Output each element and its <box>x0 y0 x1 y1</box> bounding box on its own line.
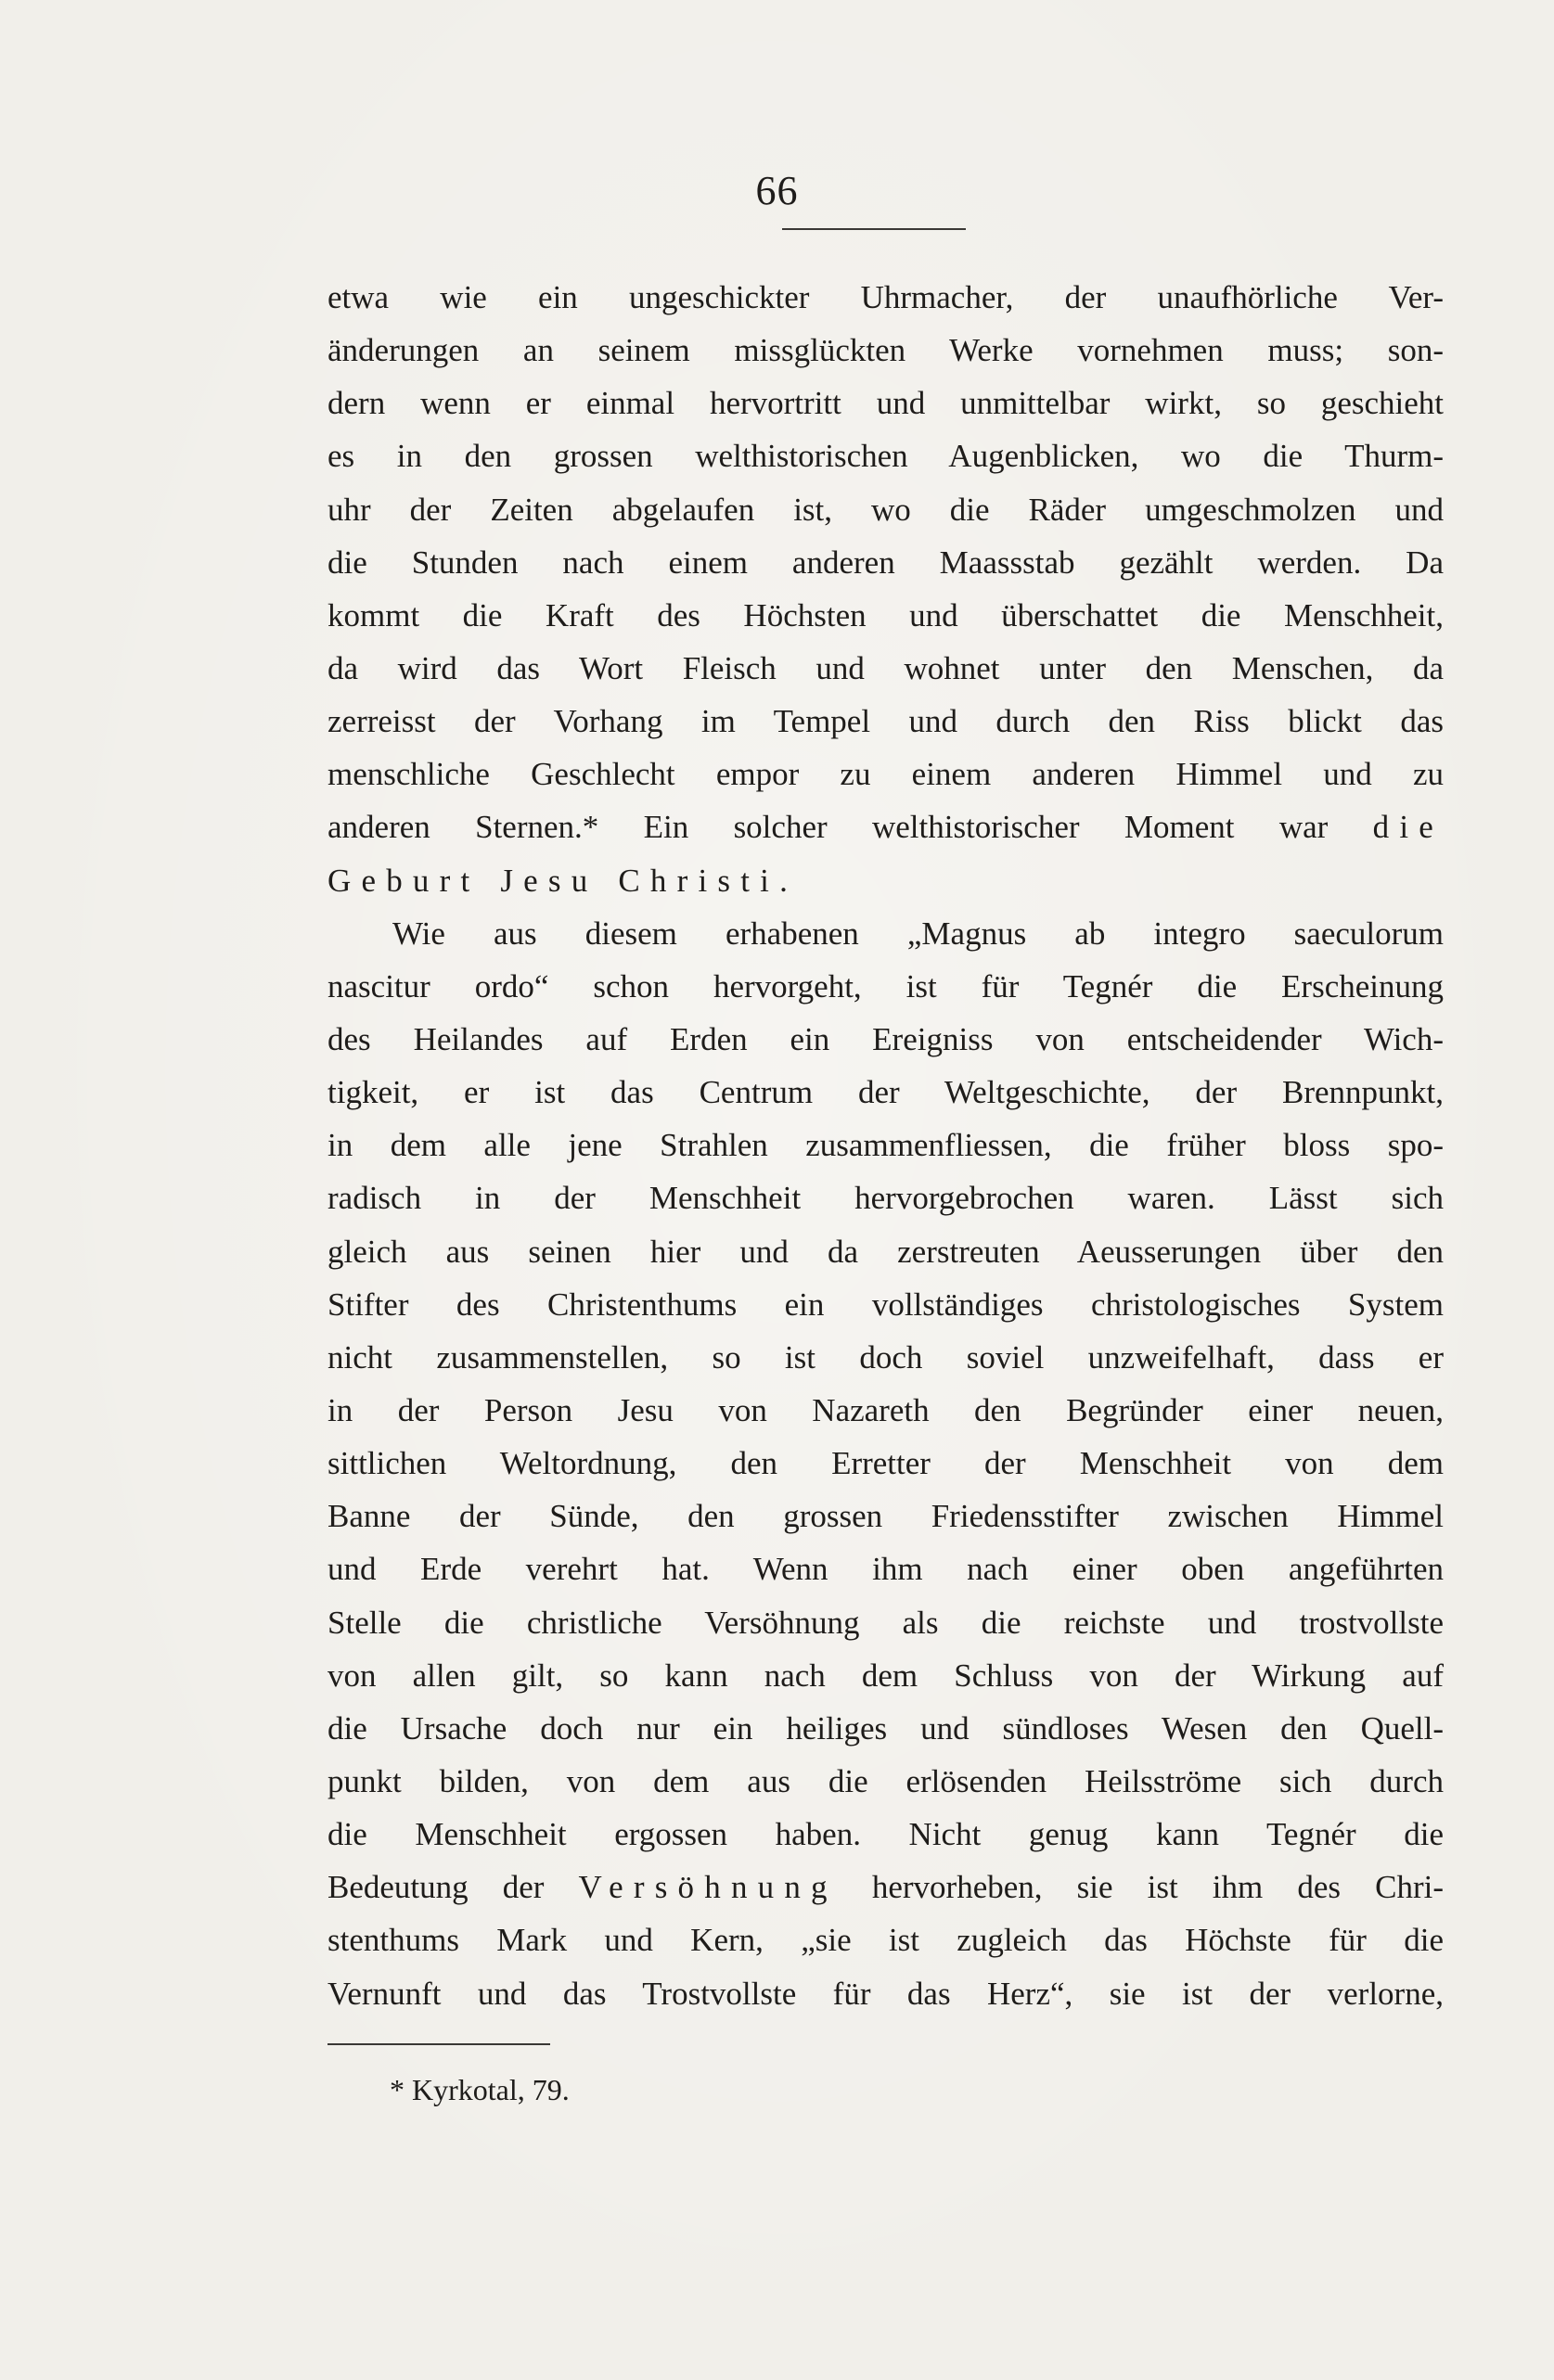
text-line: von allen gilt, so kann nach dem Schluss von der Wirkung auf <box>327 1657 1444 1694</box>
text-line: gleich aus seinen hier und da zerstreuten Aeusserungen über den <box>327 1233 1444 1270</box>
text-line: Geburt Jesu Christi. <box>327 862 788 899</box>
text-line: in der Person Jesu von Nazareth den Begründer einer neuen, <box>327 1391 1444 1428</box>
text-line: punkt bilden, von dem aus die erlösenden Heilsströme sich durch <box>327 1762 1444 1799</box>
text-line: die Menschheit ergossen haben. Nicht genug kann Tegnér die <box>327 1816 1444 1853</box>
text-line: tigkeit, er ist das Centrum der Weltgeschichte, der Brennpunkt, <box>327 1074 1444 1111</box>
text-line: Stelle die christliche Versöhnung als die reichste und trostvollste <box>327 1604 1444 1641</box>
text-line: Banne der Sünde, den grossen Friedensstifter zwischen Himmel <box>327 1498 1444 1535</box>
text-line: kommt die Kraft des Höchsten und überschattet die Menschheit, <box>327 596 1444 633</box>
text-line: Bedeutung der Versöhnung hervorheben, sie ist ihm des Chri- <box>327 1869 1444 1906</box>
page-number: 66 <box>755 168 799 213</box>
text-line: die Ursache doch nur ein heiliges und sündloses Wesen den Quell- <box>327 1709 1444 1747</box>
text-line: zerreisst der Vorhang im Tempel und durch den Riss blickt das <box>327 703 1444 740</box>
text-line: anderen Sternen.* Ein solcher welthistorischer Moment war die <box>327 809 1444 846</box>
text-line: radisch in der Menschheit hervorgebrochen waren. Lässt sich <box>327 1180 1444 1217</box>
text-line: Wie aus diesem erhabenen „Magnus ab integro saeculorum <box>392 915 1444 952</box>
text-line: da wird das Wort Fleisch und wohnet unter den Menschen, da <box>327 649 1444 686</box>
text-line: menschliche Geschlecht empor zu einem anderen Himmel und zu <box>327 756 1444 793</box>
text-line: uhr der Zeiten abgelaufen ist, wo die Räder umgeschmolzen und <box>327 491 1444 528</box>
spaced-emphasis: die <box>1372 809 1444 846</box>
text-line: es in den grossen welthistorischen Augenblicken, wo die Thurm- <box>327 438 1444 475</box>
text-line: stenthums Mark und Kern, „sie ist zugleich das Höchste für die <box>327 1922 1444 1959</box>
text-line: änderungen an seinem missglückten Werke vornehmen muss; son- <box>327 332 1444 369</box>
text-line: in dem alle jene Strahlen zusammenfliessen, die früher bloss spo- <box>327 1127 1444 1164</box>
body-text <box>327 271 1444 2020</box>
text-line: und Erde verehrt hat. Wenn ihm nach einer oben angeführten <box>327 1551 1444 1588</box>
text-line: dern wenn er einmal hervortritt und unmittelbar wirkt, so geschieht <box>327 385 1444 422</box>
text-line: die Stunden nach einem anderen Maassstab gezählt werden. Da <box>327 544 1444 581</box>
text-line: sittlichen Weltordnung, den Erretter der Menschheit von dem <box>327 1445 1444 1482</box>
text-line: Vernunft und das Trostvollste für das Herz“, sie ist der verlorne, <box>327 1975 1444 2012</box>
header-rule <box>782 228 966 230</box>
text-line: nascitur ordo“ schon hervorgeht, ist für Tegnér die Erscheinung <box>327 967 1444 1004</box>
text-line: nicht zusammenstellen, so ist doch soviel unzweifelhaft, dass er <box>327 1338 1444 1376</box>
spaced-emphasis: Versöhnung <box>578 1869 838 1906</box>
text-line: des Heilandes auf Erden ein Ereigniss von entscheidender Wich- <box>327 1020 1444 1057</box>
text-line: etwa wie ein ungeschickter Uhrmacher, der unaufhörliche Ver- <box>327 279 1444 315</box>
text-line: Stifter des Christenthums ein vollständiges christologisches System <box>327 1286 1444 1323</box>
footnote-rule <box>327 2043 550 2045</box>
footnote: * Kyrkotal, 79. <box>390 2073 570 2106</box>
spaced-emphasis: Geburt Jesu Christi <box>327 862 780 899</box>
